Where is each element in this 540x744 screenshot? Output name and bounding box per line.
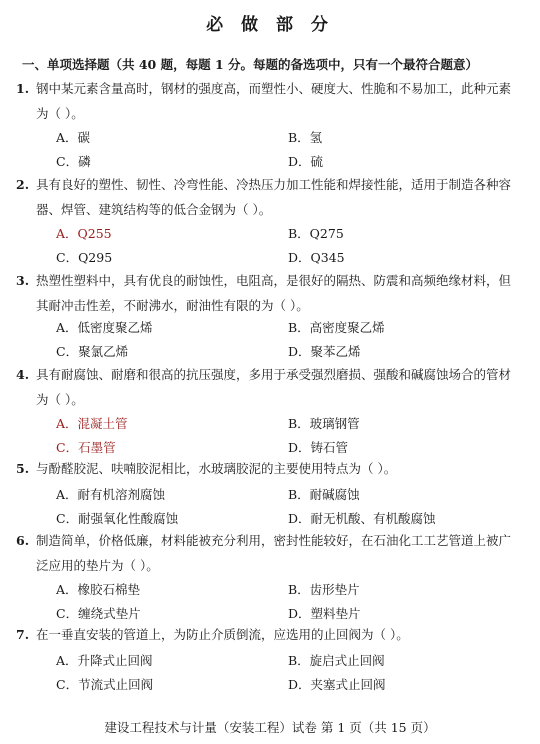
- question-5: [16, 456, 516, 481]
- option-b: B．旋启式止回阀: [288, 653, 385, 668]
- question-number: 7.: [16, 627, 30, 642]
- option-b: B．Q275: [288, 226, 344, 241]
- option-c: C．缠绕式垫片: [56, 606, 141, 621]
- question-text: 具有良好的塑性、韧性、冷弯性能、冷热压力加工性能和焊接性能，适用于制造各种容器、焊管、建筑结构等的低合金钢为（ ）。: [36, 177, 512, 217]
- question-text: 制造简单，价格低廉，材料能被充分利用，密封性能较好，在石油化工工艺管道上被广泛应用的垫片为（ ）。: [36, 533, 512, 573]
- option-d: D．塑料垫片: [288, 606, 361, 621]
- question-3: [16, 268, 516, 318]
- option-b: B．高密度聚乙烯: [288, 320, 385, 335]
- option-d: D．铸石管: [288, 440, 349, 455]
- option-a: A．升降式止回阀: [56, 653, 153, 668]
- option-b: B．耐碱腐蚀: [288, 487, 360, 502]
- option-d: D．耐无机酸、有机酸腐蚀: [288, 511, 436, 526]
- option-d: D．夹塞式止回阀: [288, 677, 386, 692]
- option-c: C．节流式止回阀: [56, 677, 154, 692]
- option-b: B．玻璃钢管: [288, 416, 360, 431]
- question-text: 热塑性塑料中，具有优良的耐蚀性，电阻高，是很好的隔热、防震和高频绝缘材料，但其耐冲击性差，不耐沸水，耐油性有限的为（ ）。: [36, 273, 512, 313]
- option-a: A．橡胶石棉垫: [56, 582, 141, 597]
- option-a: A．低密度聚乙烯: [56, 320, 153, 335]
- question-text: 与酚醛胶泥、呋喃胶泥相比，水玻璃胶泥的主要使用特点为（ ）。: [36, 461, 397, 476]
- question-number: 2.: [16, 177, 30, 192]
- question-text: 在一垂直安装的管道上，为防止介质倒流，应选用的止回阀为（ ）。: [36, 627, 409, 642]
- question-number: 5.: [16, 461, 30, 476]
- question-7: [16, 622, 516, 647]
- question-number: 6.: [16, 533, 30, 548]
- option-a: A．混凝土管: [56, 416, 128, 431]
- question-6: [16, 528, 516, 578]
- question-2: [16, 172, 516, 222]
- option-d: D．聚苯乙烯: [288, 344, 361, 359]
- page-title: 必 做 部 分: [206, 15, 334, 35]
- option-a: A．耐有机溶剂腐蚀: [56, 487, 166, 502]
- page-footer: 建设工程技术与计量（安装工程）试卷 第 1 页（共 15 页）: [104, 720, 436, 735]
- question-number: 1.: [16, 81, 30, 96]
- option-c: C．石墨管: [56, 440, 116, 455]
- question-number: 4.: [16, 367, 30, 382]
- question-text: 具有耐腐蚀、耐磨和很高的抗压强度，多用于承受强烈磨损、强酸和碱腐蚀场合的管材为（ ）。: [36, 367, 512, 407]
- option-c: C．Q295: [56, 250, 113, 265]
- option-b: B．氢: [288, 130, 323, 145]
- question-text: 钢中某元素含量高时，钢材的强度高，而塑性小、硬度大、性脆和不易加工，此种元素为（ ）。: [36, 81, 512, 121]
- question-1: [16, 76, 516, 126]
- option-c: C．聚氯乙烯: [56, 344, 129, 359]
- option-d: D．Q345: [288, 250, 345, 265]
- option-b: B．齿形垫片: [288, 582, 360, 597]
- option-c: C．耐强氧化性酸腐蚀: [56, 511, 179, 526]
- section-header: 一、单项选择题（共 40 题，每题 1 分。每题的备选项中，只有一个最符合题意）: [22, 57, 479, 72]
- option-c: C．磷: [56, 154, 91, 169]
- option-a: A．Q255: [56, 226, 112, 241]
- question-number: 3.: [16, 273, 30, 288]
- question-4: [16, 362, 516, 412]
- option-a: A．碳: [56, 130, 91, 145]
- option-d: D．硫: [288, 154, 324, 169]
